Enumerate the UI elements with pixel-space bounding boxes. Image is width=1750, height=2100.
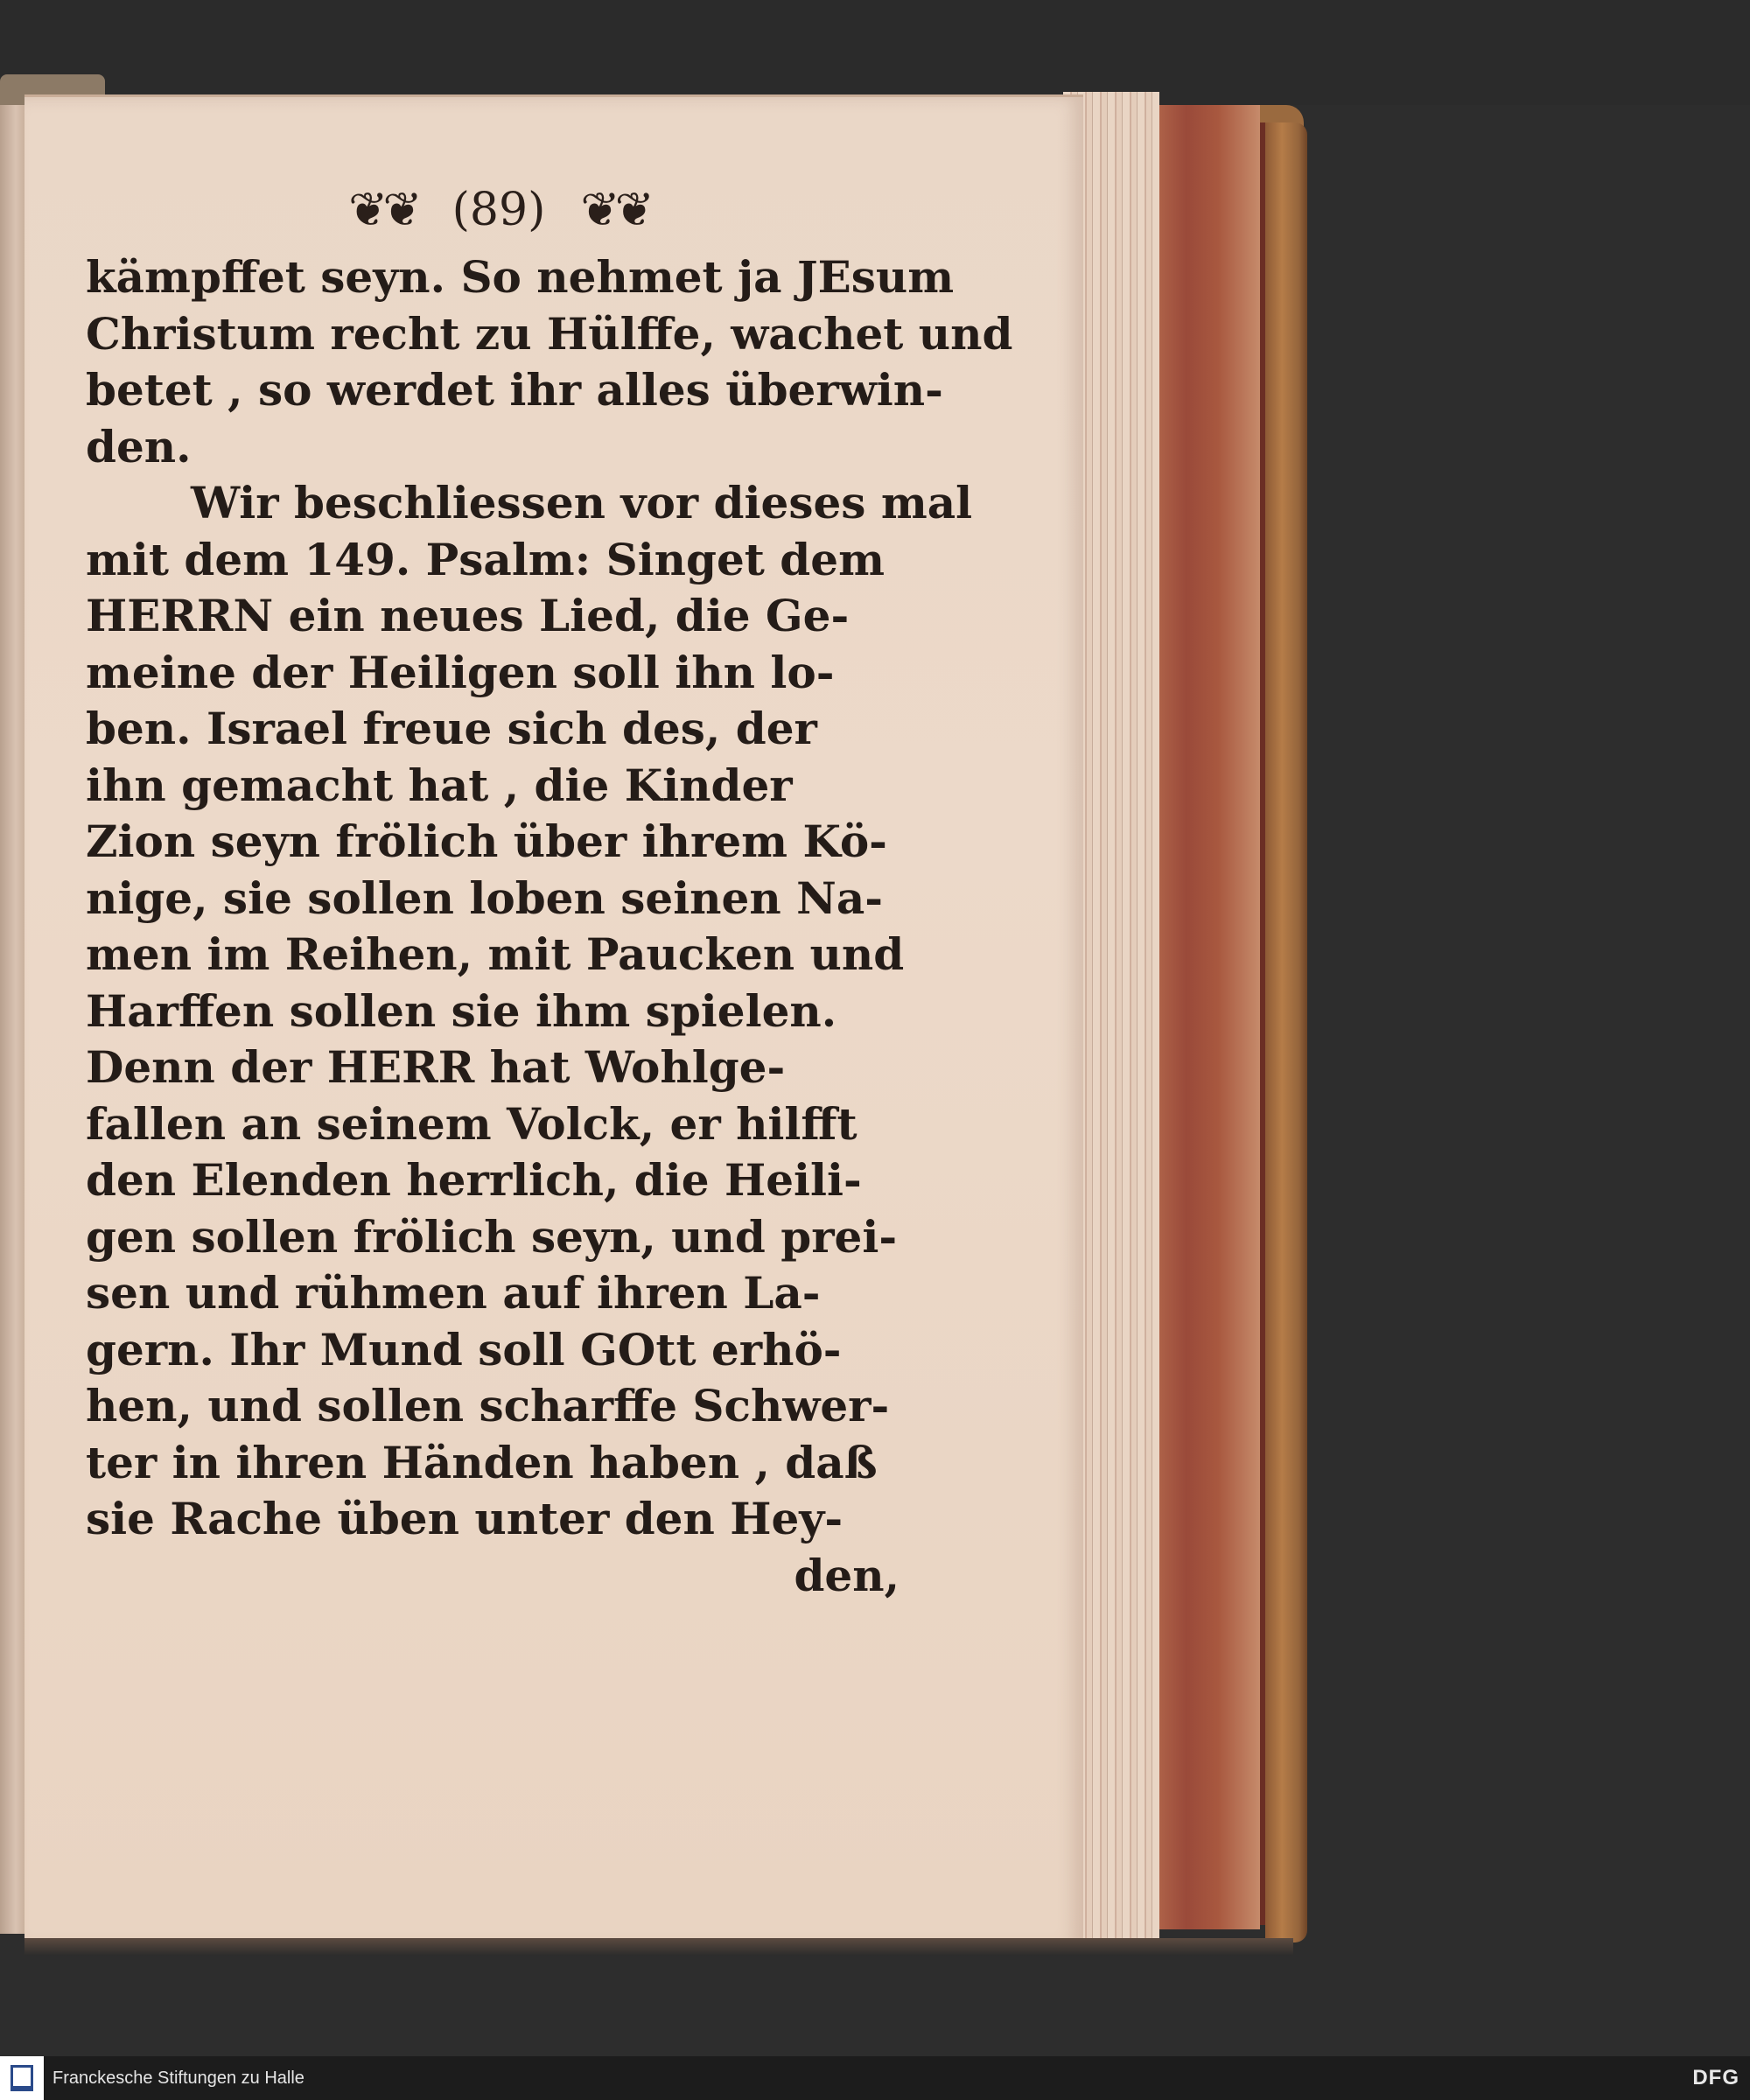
- text-line: hen, und sollen scharffe Schwer-: [86, 1380, 890, 1432]
- text-line: sen und rühmen auf ihren La-: [86, 1267, 821, 1319]
- dfg-logo[interactable]: DFG: [1692, 2066, 1740, 2090]
- text-line: Wir beschliessen vor dieses mal: [191, 477, 973, 528]
- page-header: [306, 179, 691, 241]
- page-body-text: [86, 249, 1013, 1604]
- ornament-left-icon: ❦❦: [348, 182, 417, 237]
- text-line: ter in ihren Händen haben , daß: [86, 1436, 878, 1488]
- text-line: Zion seyn frölich über ihrem Kö-: [86, 816, 887, 867]
- text-line: nige, sie sollen loben seinen Na-: [86, 872, 883, 924]
- page-number: (89): [452, 184, 546, 236]
- text-line: mit dem 149. Psalm: Singet dem: [86, 533, 885, 585]
- text-line: ben. Israel freue sich des, der: [86, 703, 817, 754]
- text-line: ihn gemacht hat , die Kinder: [86, 759, 793, 811]
- text-line: fallen an seinem Volck, er hilfft: [86, 1097, 858, 1150]
- text-line: gen sollen frölich seyn, und prei-: [86, 1210, 898, 1263]
- page-bottom-shadow: [24, 1938, 1293, 1956]
- background: [0, 0, 1750, 105]
- text-line: betet , so werdet ihr alles überwin-: [86, 364, 943, 416]
- text-line: meine der Heiligen soll ihn lo-: [86, 646, 835, 698]
- text-line: Christum recht zu Hülffe, wachet und: [86, 307, 1013, 360]
- ornament-right-icon: ❦❦: [580, 182, 649, 237]
- text-line: HERRN ein neues Lied, die Ge-: [86, 590, 850, 641]
- text-line: den Elenden herrlich, die Heili-: [86, 1154, 862, 1206]
- text-line: gern. Ihr Mund soll GOtt erhö-: [86, 1323, 842, 1376]
- text-line: sie Rache üben unter den Hey-: [86, 1493, 844, 1544]
- text-line: den.: [86, 420, 192, 472]
- building-icon: [10, 2065, 33, 2091]
- book-fore-edge: [1155, 105, 1260, 1929]
- text-line: Harffen sollen sie ihm spielen.: [86, 984, 837, 1037]
- book-cover-leather: [1265, 122, 1307, 1942]
- text-line-catchword: den,: [794, 1549, 900, 1601]
- viewer-footer-bar: [0, 2056, 1750, 2100]
- institution-logo-icon[interactable]: [0, 2056, 44, 2100]
- text-line: men im Reihen, mit Paucken und: [86, 928, 905, 980]
- institution-name[interactable]: Franckesche Stiftungen zu Halle: [52, 2068, 304, 2088]
- text-line: kämpffet seyn. So nehmet ja JEsum: [86, 251, 955, 303]
- text-line: Denn der HERR hat Wohlge-: [86, 1041, 786, 1093]
